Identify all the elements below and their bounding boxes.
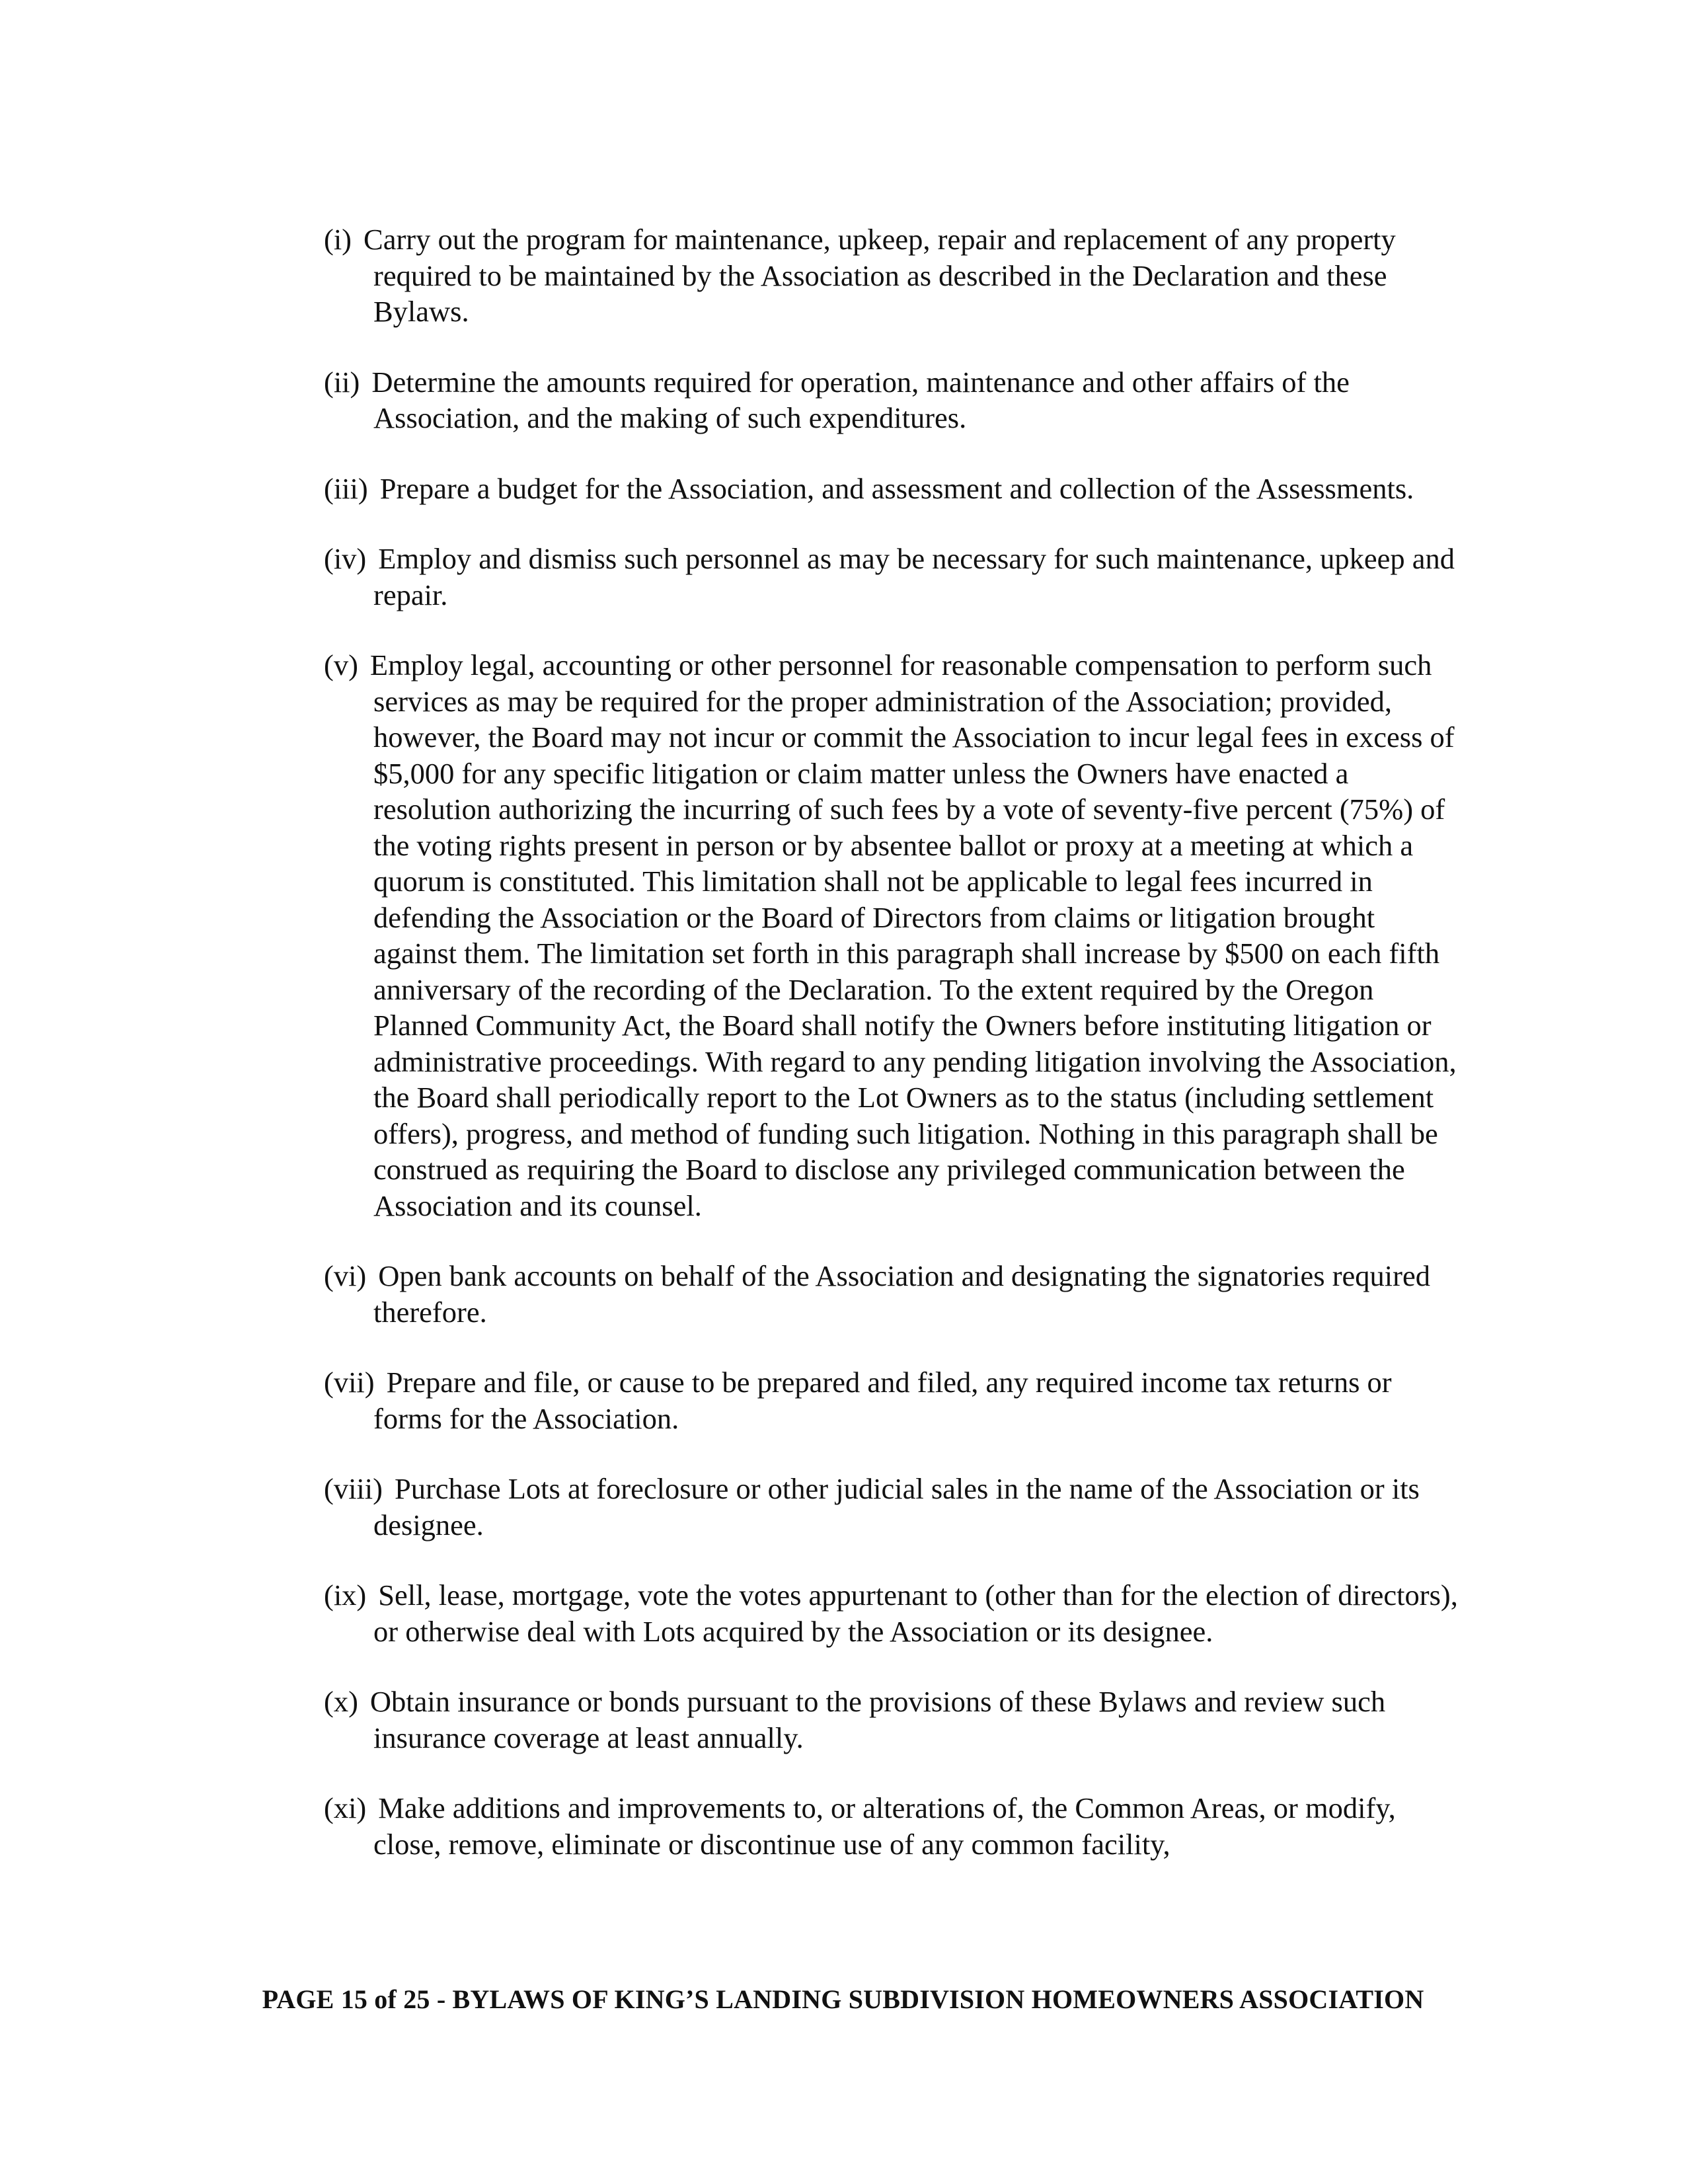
item-text: Determine the amounts required for operation, maintenance and other affairs of the Association, and the making of such expenditures. — [371, 365, 1350, 434]
item-number: (iii) — [324, 471, 368, 505]
list-item-iv — [324, 541, 1461, 613]
item-text: Obtain insurance or bonds pursuant to the provisions of these Bylaws and review such insurance coverage at least annually. — [369, 1685, 1386, 1754]
item-number: (x) — [324, 1685, 358, 1718]
list-item-x — [324, 1684, 1461, 1756]
item-text: Carry out the program for maintenance, upkeep, repair and replacement of any property required to be maintained by the Association as described in the Declaration and these Bylaws. — [364, 223, 1396, 328]
item-text: Employ and dismiss such personnel as may be necessary for such maintenance, upkeep and repair. — [373, 542, 1455, 611]
list-item-iii — [324, 471, 1461, 507]
item-number: (vi) — [324, 1259, 367, 1292]
item-text: Open bank accounts on behalf of the Association and designating the signatories required therefore. — [373, 1259, 1430, 1329]
list-item-ii — [324, 364, 1461, 436]
item-number: (ii) — [324, 365, 360, 399]
item-text: Make additions and improvements to, or alterations of, the Common Areas, or modify, close, remove, eliminate or discontinue use of any common facility, — [373, 1791, 1396, 1861]
item-text: Employ legal, accounting or other personnel for reasonable compensation to perform such services as may be required for the proper administration of the Association; provided, however, the Board may not incur or commit the Association to incur legal fees in excess of $5,000 for any specific litigation or claim matter unless the Owners have enacted a resolution authorizing the incurring of such fees by a vote of seventy-five percent (75%) of the voting rights present in person or by absentee ballot or proxy at a meeting at which a quorum is constituted. This limitation shall not be applicable to legal fees incurred in defending the Association or the Board of Directors from claims or litigation brought against them. The limitation set forth in this paragraph shall increase by $500 on each fifth anniversary of the recording of the Declaration. To the extent required by the Oregon Planned Community Act, the Board shall notify the Owners before instituting litigation or administrative proceedings. With regard to any pending litigation involving the Association, the Board shall periodically report to the Lot Owners as to the status (including settlement offers), progress, and method of funding such litigation. Nothing in this paragraph shall be construed as requiring the Board to disclose any privileged communication between the Association and its counsel. — [369, 648, 1457, 1222]
item-number: (xi) — [324, 1791, 367, 1824]
item-number: (viii) — [324, 1472, 383, 1505]
list-item-i — [324, 221, 1461, 330]
list-item-xi — [324, 1790, 1461, 1862]
list-item-vii — [324, 1364, 1461, 1436]
item-text: Purchase Lots at foreclosure or other judicial sales in the name of the Association or its designee. — [373, 1472, 1420, 1541]
item-text: Prepare a budget for the Association, and assessment and collection of the Assessments. — [379, 471, 1414, 505]
list-item-ix — [324, 1577, 1461, 1649]
item-text: Sell, lease, mortgage, vote the votes appurtenant to (other than for the election of directors), or otherwise deal with Lots acquired by the Association or its designee. — [373, 1579, 1458, 1648]
item-number: (ix) — [324, 1579, 367, 1612]
list-item-viii — [324, 1471, 1461, 1543]
powers-list — [324, 221, 1461, 1896]
item-number: (v) — [324, 648, 358, 682]
item-number: (vii) — [324, 1366, 375, 1399]
list-item-v — [324, 647, 1461, 1224]
page-footer: PAGE 15 of 25 - BYLAWS OF KING’S LANDING SUBDIVISION HOMEOWNERS ASSOCIATION — [262, 1984, 1424, 2014]
item-number: (i) — [324, 223, 352, 256]
list-item-vi — [324, 1258, 1461, 1330]
item-text: Prepare and file, or cause to be prepared and filed, any required income tax returns or forms for the Association. — [373, 1366, 1392, 1435]
item-number: (iv) — [324, 542, 367, 575]
